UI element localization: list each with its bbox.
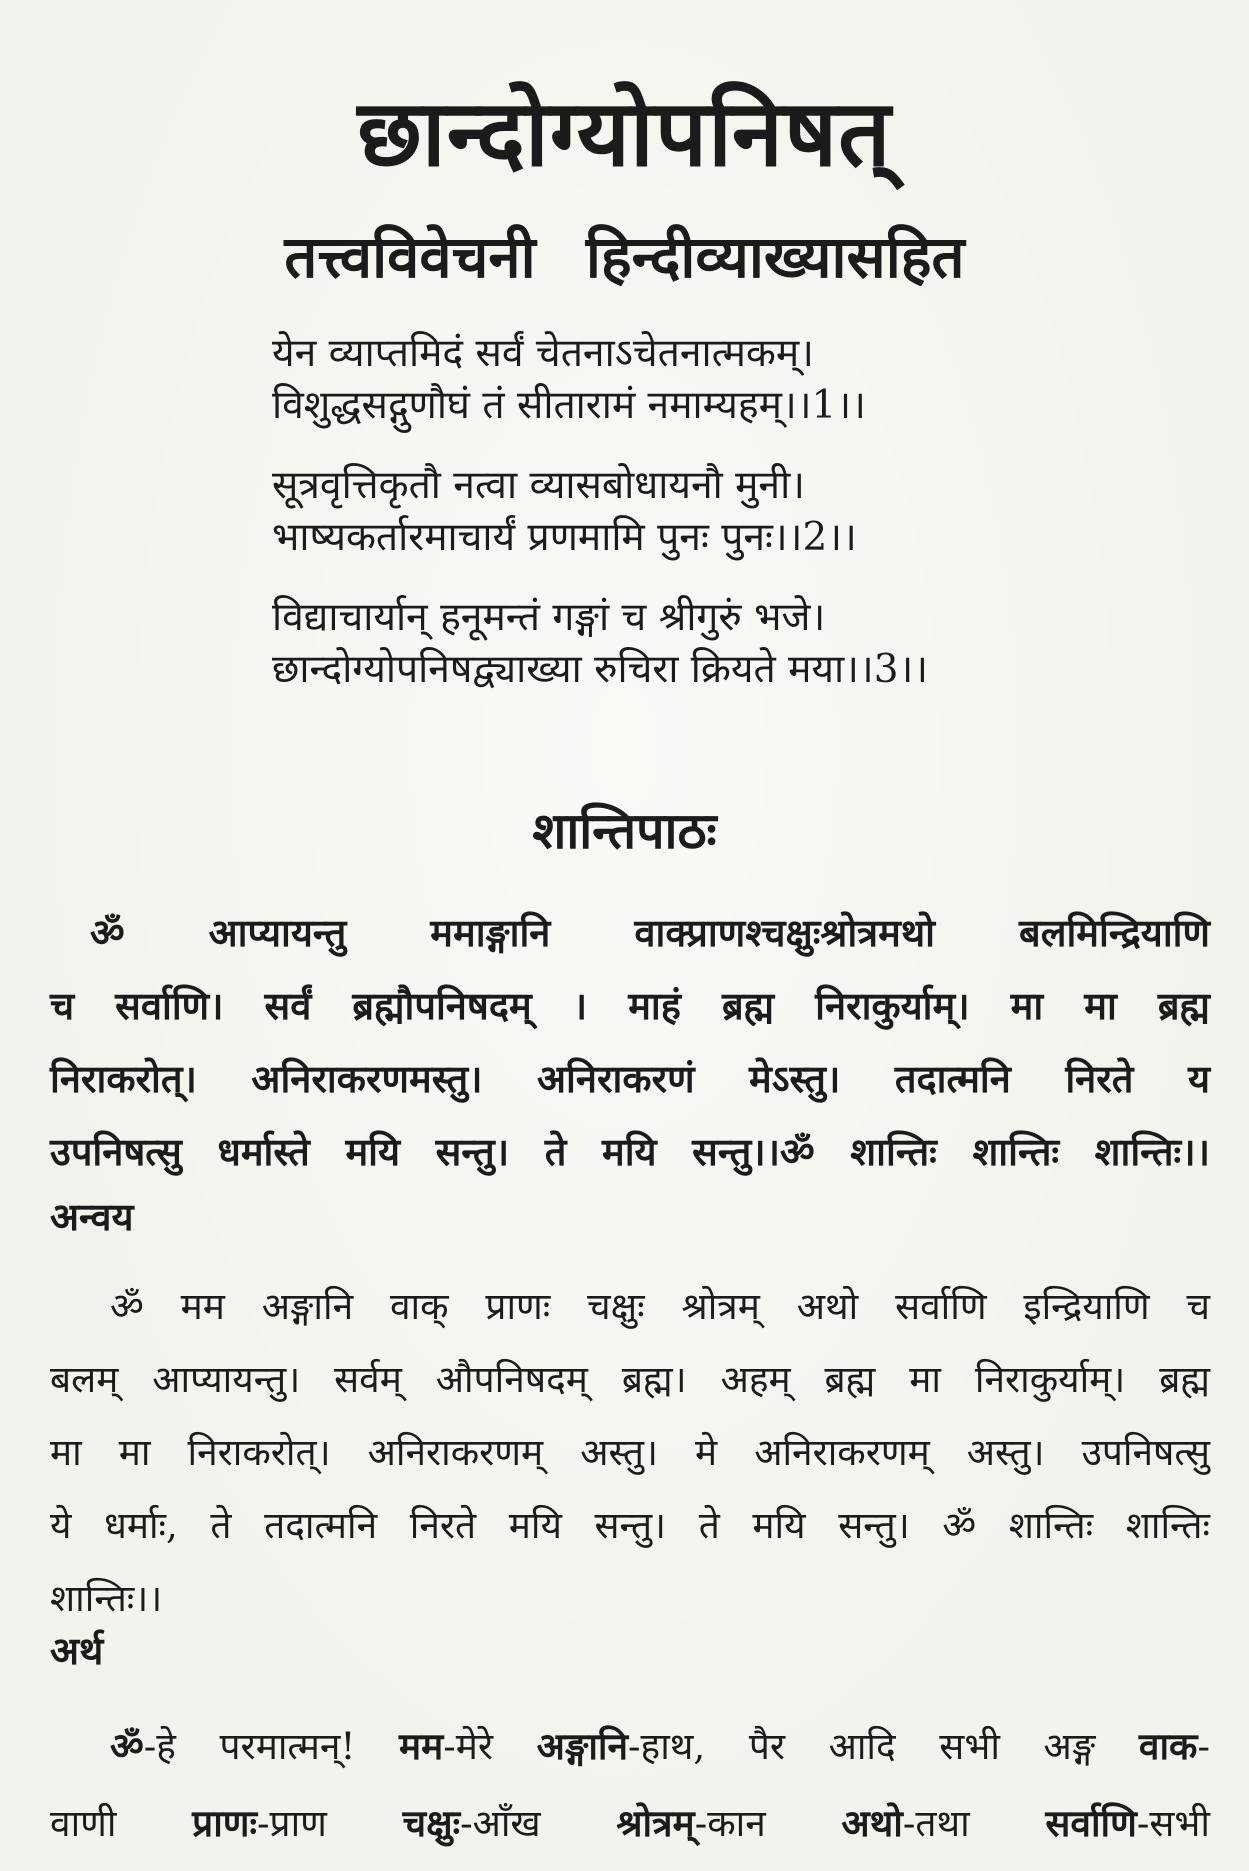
artha-term: श्रोत्रम् <box>616 1801 695 1845</box>
artha-gloss: -आँख <box>460 1802 617 1845</box>
invocation-verses <box>272 328 1072 724</box>
artha-gloss: -प्राण <box>257 1802 403 1845</box>
artha-gloss: - <box>1197 1725 1210 1768</box>
artha-gloss: -सभी <box>1136 1802 1210 1845</box>
artha-term: चक्षुः <box>402 1801 461 1845</box>
artha-gloss: -हे परमात्मन्! <box>143 1725 399 1768</box>
anvaya-line: शान्तिः।। <box>50 1577 163 1620</box>
page-title: छान्दोग्योपनिषत् <box>357 79 892 187</box>
shanti-line: ॐ आप्यायन्तु ममाङ्गानि वाक्प्राणश्चक्षुःश्रोत्रमथो बलमिन्द्रियाणि <box>90 910 1210 955</box>
page-subtitle: तत्त्वविवेचनी हिन्दीव्याख्यासहित <box>284 223 965 291</box>
anvaya-text <box>50 1270 1210 1635</box>
artha-gloss: -मेरे <box>443 1725 537 1768</box>
verse-line: विशुद्धसद्गुणौघं तं सीतारामं नमाम्यहम्।।1।। <box>272 383 866 428</box>
artha-gloss: वाणी <box>50 1802 193 1845</box>
shanti-paath-text <box>50 896 1210 1188</box>
artha-gloss: -हाथ, पैर आदि सभी अङ्ग <box>628 1725 1139 1768</box>
artha-line <box>50 1708 1210 1785</box>
artha-term: अङ्गानि <box>536 1724 629 1768</box>
artha-gloss: -तथा <box>902 1802 1046 1845</box>
artha-term: ॐ <box>110 1724 144 1768</box>
artha-term: सर्वाणि <box>1045 1801 1137 1845</box>
anvaya-line: ॐ मम अङ्गानि वाक् प्राणः चक्षुः श्रोत्रम् अथो सर्वाणि इन्द्रियाणि च <box>110 1285 1210 1328</box>
artha-heading: अर्थ <box>50 1628 104 1673</box>
verse-line: छान्दोग्योपनिषद्व्याख्या रुचिरा क्रियते मया।।3।। <box>272 647 929 692</box>
anvaya-heading: अन्वय <box>50 1194 134 1239</box>
artha-term: वाक <box>1138 1724 1198 1768</box>
shanti-line: उपनिषत्सु धर्मास्ते मयि सन्तु। ते मयि सन्तु।।ॐ शान्तिः शान्तिः शान्तिः।। <box>50 1129 1210 1174</box>
verse-1 <box>272 328 1072 432</box>
anvaya-line: मा मा निराकरोत्। अनिराकरणम् अस्तु। मे अनिराकरणम् अस्तु। उपनिषत्सु <box>50 1431 1210 1474</box>
artha-term: मम <box>398 1724 444 1768</box>
anvaya-line: बलम् आप्यायन्तु। सर्वम् औपनिषदम् ब्रह्म। अहम् ब्रह्म मा निराकुर्याम्। ब्रह्म <box>50 1358 1210 1401</box>
artha-line <box>50 1785 1210 1862</box>
shanti-heading: शान्तिपाठः <box>532 801 717 860</box>
artha-gloss: -कान <box>694 1802 842 1845</box>
verse-line: सूत्रवृत्तिकृतौ नत्वा व्यासबोधायनौ मुनी। <box>272 463 805 508</box>
verse-2 <box>272 460 1072 564</box>
artha-term: प्राणः <box>192 1801 258 1845</box>
shanti-line: निराकरोत्। अनिराकरणमस्तु। अनिराकरणं मेऽस्तु। तदात्मनि निरते य <box>50 1056 1210 1101</box>
artha-term: अथो <box>841 1801 903 1845</box>
shanti-line: च सर्वाणि। सर्वं ब्रह्मौपनिषदम् । माहं ब्रह्म निराकुर्याम्। मा मा ब्रह्म <box>50 983 1210 1028</box>
verse-line: भाष्यकर्तारमाचार्यं प्रणमामि पुनः पुनः।।2।। <box>272 515 857 560</box>
verse-line: येन व्याप्तमिदं सर्वं चेतनाऽचेतनात्मकम्। <box>272 331 814 376</box>
artha-text <box>50 1708 1210 1862</box>
anvaya-line: ये धर्माः, ते तदात्मनि निरते मयि सन्तु। ते मयि सन्तु। ॐ शान्तिः शान्तिः <box>50 1504 1210 1547</box>
verse-line: विद्याचार्यान् हनूमन्तं गङ्गां च श्रीगुरुं भजे। <box>272 595 826 640</box>
verse-3 <box>272 592 1072 696</box>
